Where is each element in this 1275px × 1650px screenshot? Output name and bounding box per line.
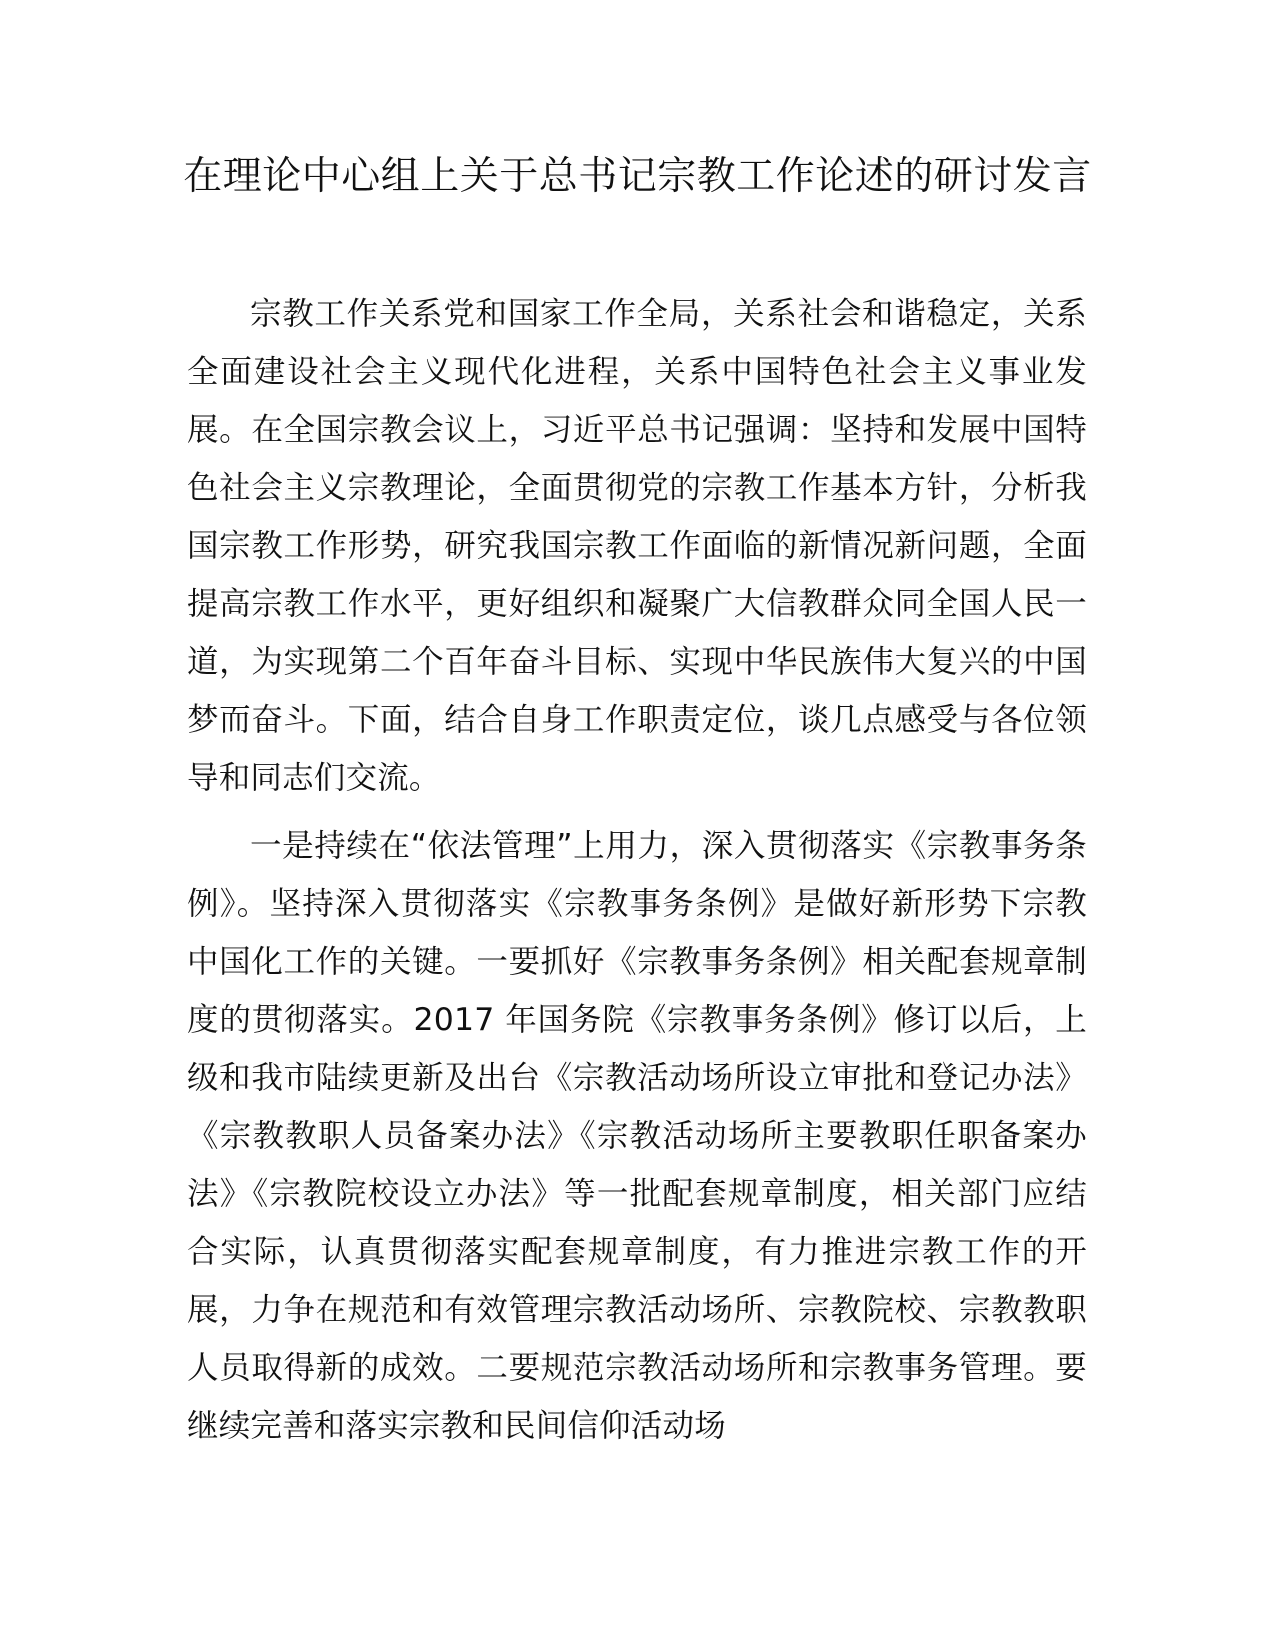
document-title: 在理论中心组上关于总书记宗教工作论述的研讨发言 xyxy=(183,154,1092,199)
paragraph-intro: 宗教工作关系党和国家工作全局，关系社会和谐稳定，关系全面建设社会主义现代化进程，关系中国特色社会主义事业发展。在全国宗教会议上，习近平总书记强调：坚持和发展中国特色社会主义宗教理论，全面贯彻党的宗教工作基本方针，分析我国宗教工作形势，研究我国宗教工作面临的新情况新问题，全面提高宗教工作水平，更好组织和凝聚广大信教群众同全国人民一道，为实现第二个百年奋斗目标、实现中华民族伟大复兴的中国梦而奋斗。下面，结合自身工作职责定位，谈几点感受与各位领导和同志们交流。 xyxy=(187,296,1087,796)
paragraph-point-one: 一是持续在“依法管理”上用力，深入贯彻落实《宗教事务条例》。坚持深入贯彻落实《宗教事务条例》是做好新形势下宗教中国化工作的关键。一要抓好《宗教事务条例》相关配套规章制度的贯彻落实。2017 年国务院《宗教事务条例》修订以后，上级和我市陆续更新及出台《宗教活动场所设立审批和登记办法》《宗教教职人员备案办法》《宗教活动场所主要教职任职备案办法》《宗教院校设立办法》等一批配套规章制度，相关部门应结合实际，认真贯彻落实配套规章制度，有力推进宗教工作的开展，力争在规范和有效管理宗教活动场所、宗教院校、宗教教职人员取得新的成效。二要规范宗教活动场所和宗教事务管理。要继续完善和落实宗教和民间信仰活动场 xyxy=(187,828,1087,1444)
document-body xyxy=(187,285,1087,1455)
